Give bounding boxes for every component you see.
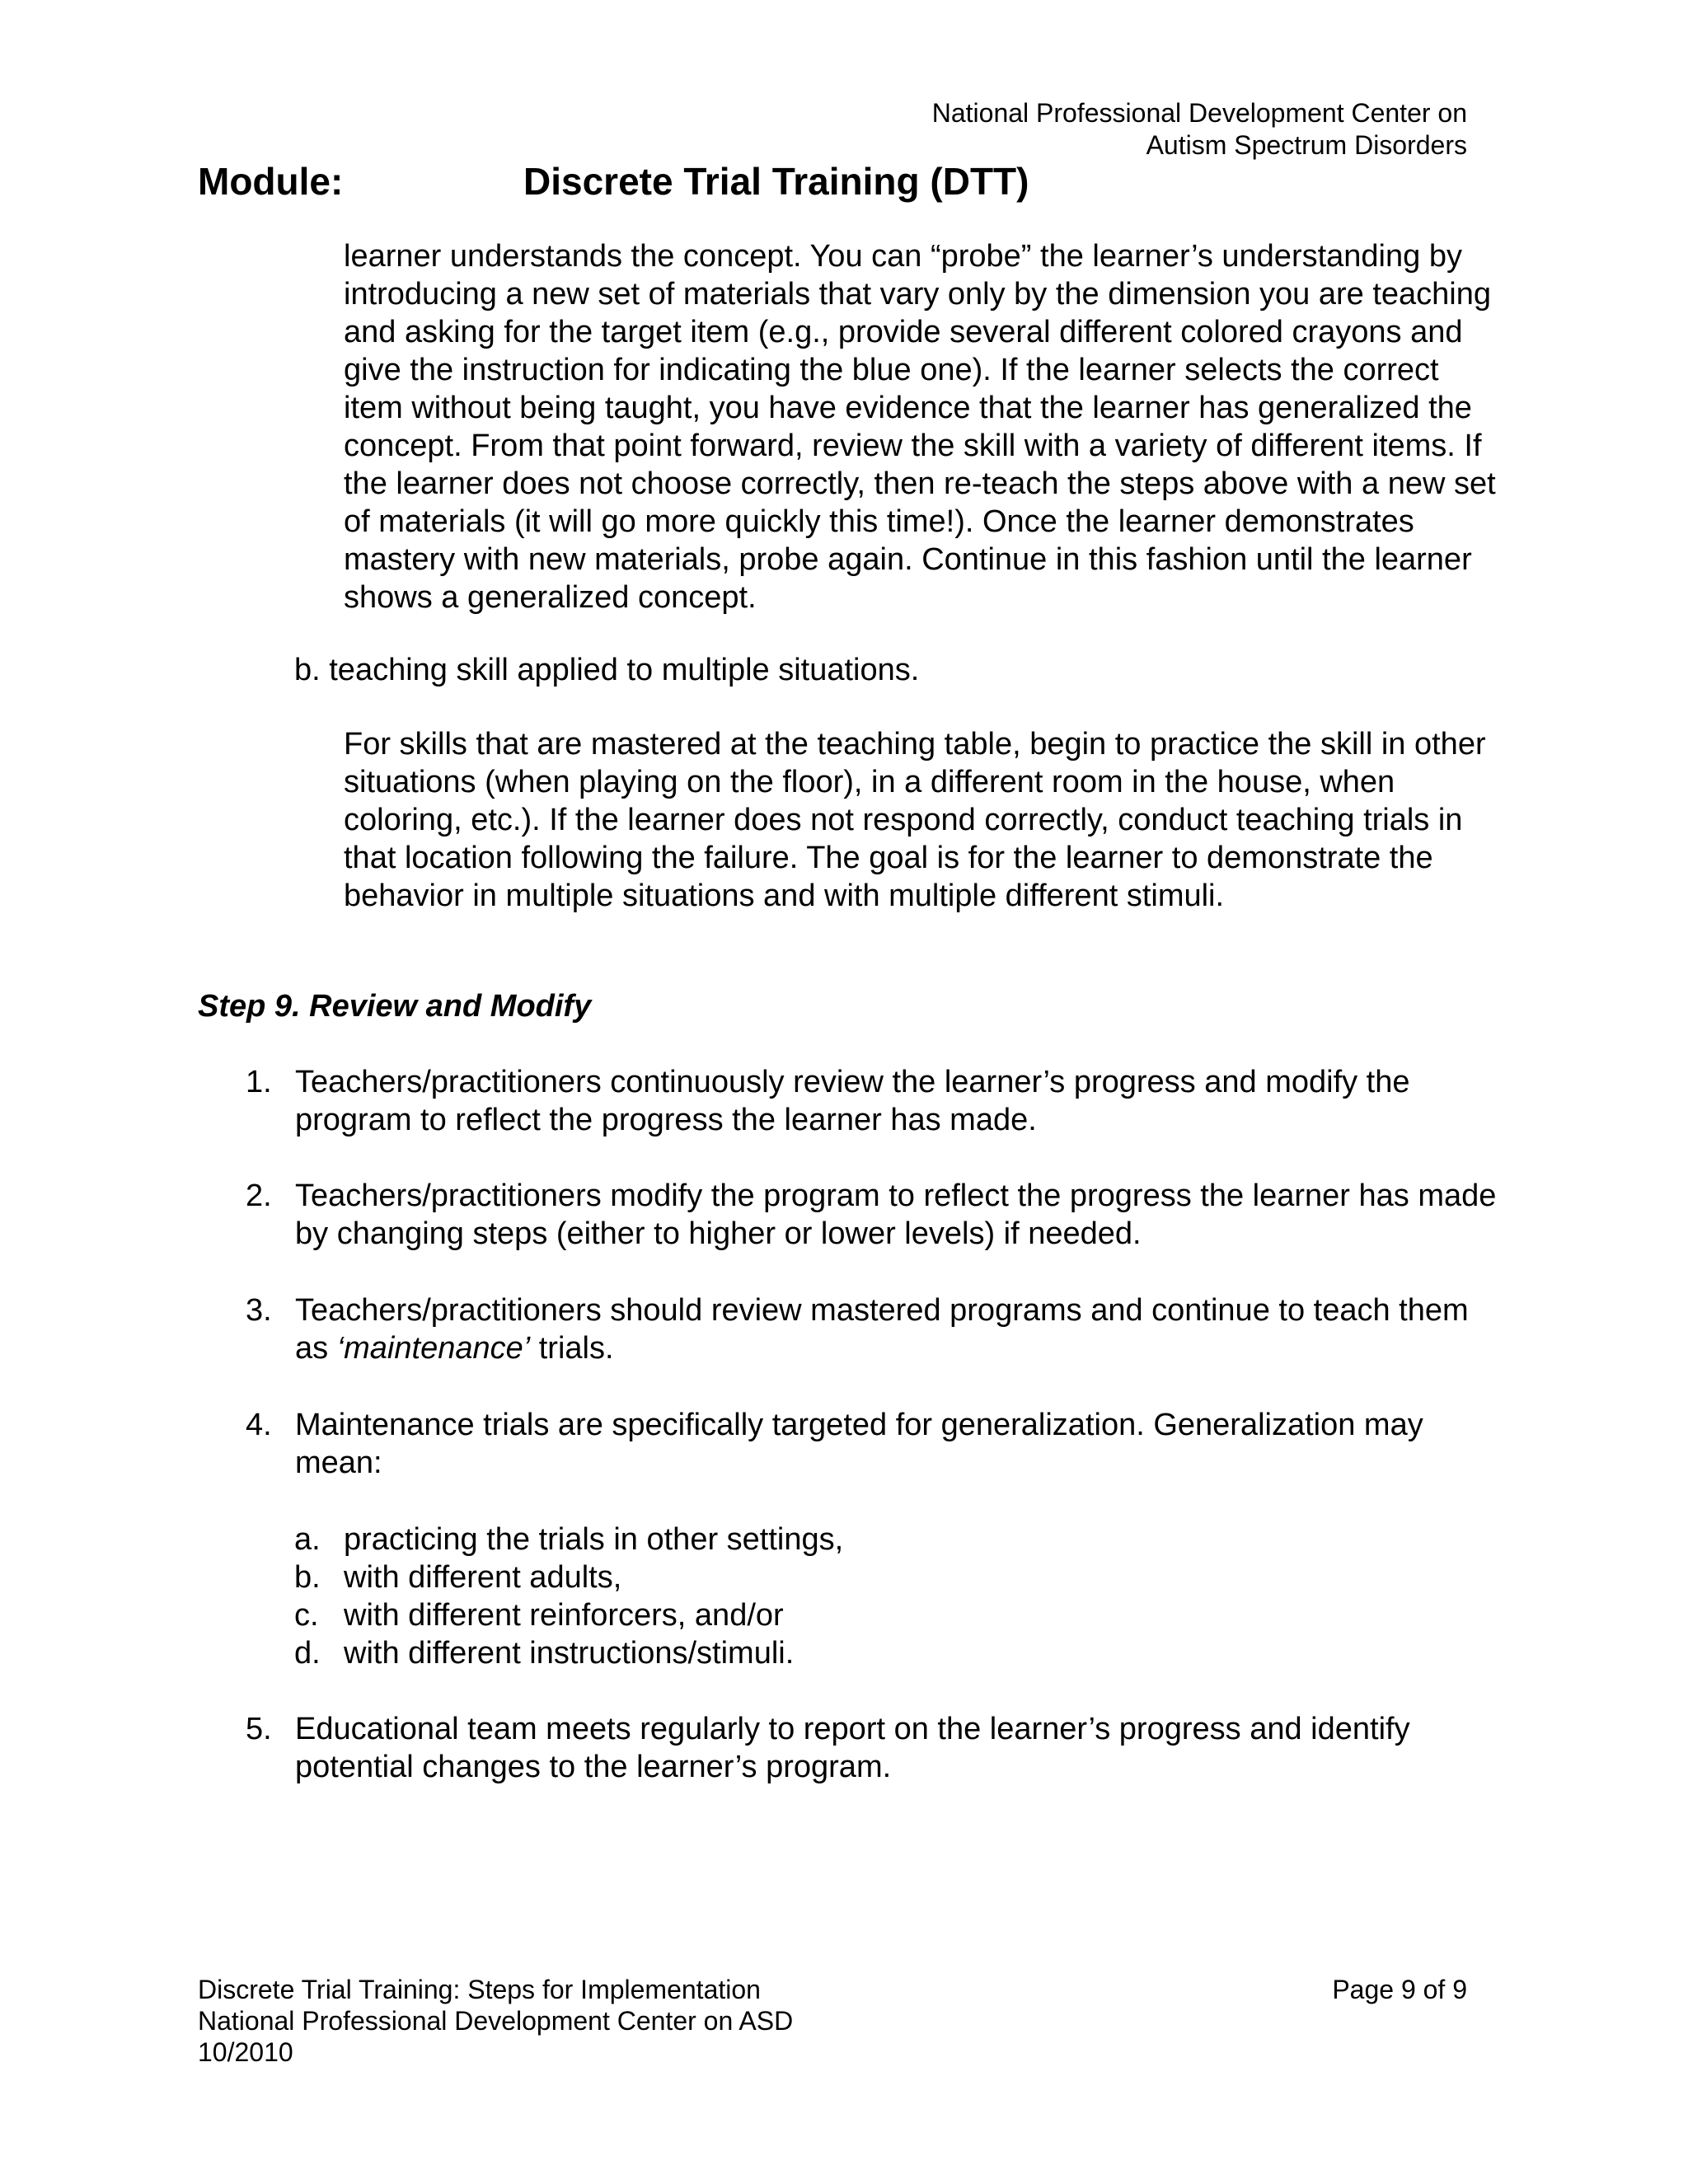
list-text: with different instructions/stimuli. [344,1636,795,1671]
module-label: Module: [198,160,344,203]
step-number: 1. [246,1065,272,1099]
step-text-part: trials. [530,1331,614,1366]
step-number: 5. [246,1712,272,1746]
step-text: Teachers/practitioners modify the program to reflect the progress the learner has made by changing steps (either to higher or lower levels) if needed. [295,1179,1497,1251]
step-text: Educational team meets regularly to report on the learner’s progress and identify potential changes to the learner’s program. [295,1712,1410,1784]
step-text: Teachers/practitioners continuously review the learner’s progress and modify the program to reflect the progress the learner has made. [295,1065,1410,1137]
module-title: Discrete Trial Training (DTT) [523,160,1029,203]
list-letter: d. [294,1636,321,1671]
maintenance-term: ‘maintenance’ [336,1331,531,1366]
step-item-4 [246,1406,1498,1482]
step-item-5 [246,1710,1498,1786]
step-text-part: Teachers/practitioners should review mastered programs and continue to teach them as [295,1293,1469,1366]
step-number: 4. [246,1408,272,1442]
continuation-paragraph: learner understands the concept. You can “probe” the learner’s understanding by introducing a new set of materials that vary only by the dimension you are teaching and asking for the target item (e.g., provide several different colored crayons and give the instruction for indicating the blue one). If the learner selects the correct item without being taught, you have evidence that the learner has generalized the concept. From that point forward, review the skill with a variety of different items. If the learner does not choose correctly, then re-teach the steps above with a new set of materials (it will go more quickly this time!). Once the learner demonstrates mastery with new materials, probe again. Continue in this fashion until the learner shows a generalized concept. [344,239,1496,615]
footer-document-title: Discrete Trial Training: Steps for Implementation [198,1975,761,2004]
page-number: Page 9 of 9 [1332,1975,1467,2004]
org-name-line2: Autism Spectrum Disorders [1146,130,1467,160]
step-9-heading: Step 9. Review and Modify [198,989,592,1024]
module-title-line [198,158,1029,204]
step-number: 3. [246,1293,272,1328]
step-number: 2. [246,1179,272,1213]
step-item-2 [246,1177,1498,1253]
item-b-label: b. teaching skill applied to multiple situations. [294,653,920,687]
org-name-line1: National Professional Development Center on [931,98,1467,128]
step-item-3 [246,1291,1498,1367]
step-text: Maintenance trials are specifically targeted for generalization. Generalization may mean: [295,1408,1423,1480]
list-letter: c. [294,1598,319,1633]
step-text [295,1291,1498,1367]
list-text: with different adults, [344,1560,622,1595]
list-letter: a. [294,1522,321,1557]
footer-organization: National Professional Development Center on ASD [198,2006,794,2036]
footer-date: 10/2010 [198,2037,293,2067]
list-text: with different reinforcers, and/or [344,1598,784,1633]
item-b-paragraph: For skills that are mastered at the teaching table, begin to practice the skill in other situations (when playing on the floor), in a different room in the house, when coloring, etc.). If the learner does not respond correctly, conduct teaching trials in that location following the failure. The goal is for the learner to demonstrate the behavior in multiple situations and with multiple different stimuli. [344,727,1486,913]
list-text: practicing the trials in other settings, [344,1522,844,1557]
step-item-1 [246,1063,1498,1139]
organization-header [725,97,1467,162]
page-footer [198,1974,793,2068]
list-letter: b. [294,1560,321,1595]
